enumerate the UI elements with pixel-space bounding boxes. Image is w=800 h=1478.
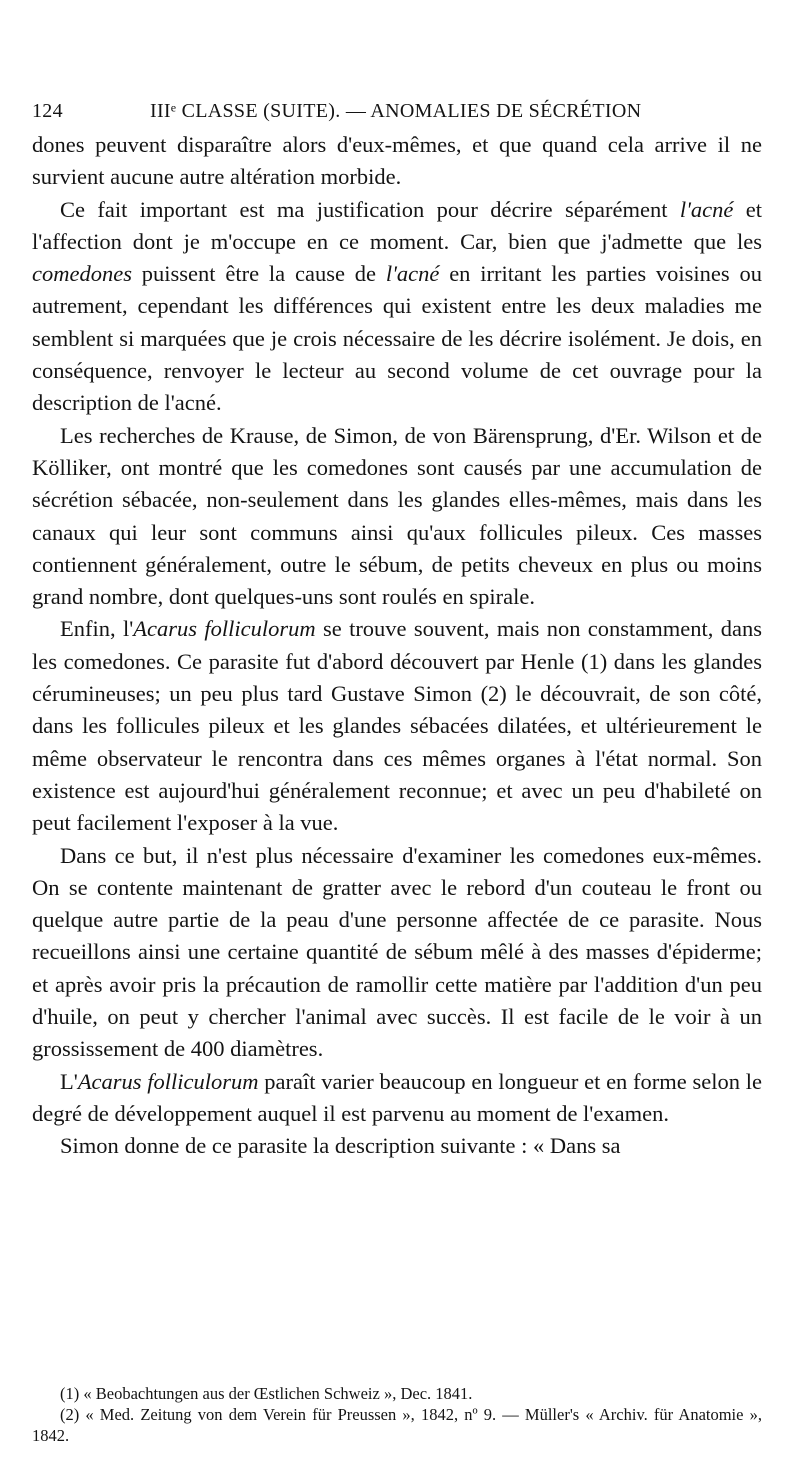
text-run: se trouve souvent, mais non constamment, dans les comedones. Ce parasite fut d'abord découvert par Henle (1) dans les glandes cérumineuses; un peu plus tard Gustave Simon (2) le découvrait, de son côté, dans les follicules pileux et les glandes sébacées dilatées, et ultérieurement le même observateur le rencontra dans ces mêmes organes à l'état normal. Son existence est aujourd'hui généralement reconnue; et avec un peu d'habileté on peut facilement l'exposer à la vue. — [32, 616, 762, 836]
text-run: Enfin, l' — [60, 616, 134, 642]
text-run: dones peuvent disparaître alors d'eux-mêmes, et que quand cela arrive il ne survient aucune autre altération morbide. — [32, 132, 762, 190]
paragraph — [32, 129, 762, 194]
italic-text: Acarus folliculorum — [133, 616, 316, 642]
text-run: Ce fait important est ma justification pour décrire séparément — [60, 196, 680, 222]
paragraph — [32, 840, 762, 1066]
italic-text: l'acné — [385, 261, 440, 287]
paragraph — [32, 420, 762, 614]
footnotes — [32, 1383, 762, 1446]
footnote: (1) « Beobachtungen aus der Œstlichen Schweiz », Dec. 1841. — [60, 1384, 473, 1403]
paragraph — [32, 194, 762, 420]
paragraph — [32, 613, 762, 839]
paragraph — [32, 1066, 762, 1131]
text-run: paraît varier beaucoup en longueur et en forme selon le degré de développement auquel il est parvenu au moment de l'examen. — [32, 1068, 762, 1126]
text-run: L' — [60, 1068, 78, 1094]
page-number: 124 — [32, 100, 63, 122]
text-run: en irritant les parties voisines ou autrement, cependant les différences qui existent entre les deux maladies me semblent si marquées que je crois nécessaire de les décrire isolément. Je dois, en conséquence, renvoyer le lecteur au second volume de cet ouvrage pour la description de l'acné. — [32, 261, 762, 416]
italic-text: comedones — [32, 261, 132, 287]
text-run: puissent être la cause de — [131, 261, 386, 287]
italic-text: Acarus folliculorum — [77, 1068, 259, 1094]
paragraph — [32, 1130, 762, 1162]
text-run: Dans ce but, il n'est plus nécessaire d'examiner les comedones eux-mêmes. On se contente maintenant de gratter avec le rebord d'un couteau le front ou quelque autre partie de la peau d'une personne affectée de ce parasite. Nous recueillons ainsi une certaine quantité de sébum mêlé à des masses d'épiderme; et après avoir pris la précaution de ramollir cette matière par l'addition d'un peu d'huile, on peut y chercher l'animal avec succès. Il est facile de le voir à un grossissement de 400 diamètres. — [32, 842, 762, 1062]
text-run: et l'affection dont je m'occupe en ce moment. Car, bien que j'admette que les — [32, 196, 762, 254]
text-run: Simon donne de ce parasite la description suivante : « Dans sa — [60, 1133, 621, 1159]
page-header — [32, 100, 762, 123]
footnote: (2) « Med. Zeitung von dem Verein für Preussen », 1842, nº 9. — Müller's « Archiv. für Anatomie », 1842. — [32, 1405, 762, 1445]
italic-text: l'acné — [679, 196, 734, 222]
body-text — [32, 129, 762, 1163]
running-head: IIIᵉ CLASSE (SUITE). — ANOMALIES DE SÉCRÉTION — [150, 100, 642, 122]
text-run: Les recherches de Krause, de Simon, de von Bärensprung, d'Er. Wilson et de Kölliker, ont montré que les comedones sont causés par une accumulation de sécrétion sébacée, non-seulement dans les glandes elles-mêmes, mais dans les canaux qui leur sont communs ainsi qu'aux follicules pileux. Ces masses contiennent généralement, outre le sébum, de petits cheveux en plus ou moins grand nombre, dont quelques-uns sont roulés en spirale. — [32, 422, 762, 610]
